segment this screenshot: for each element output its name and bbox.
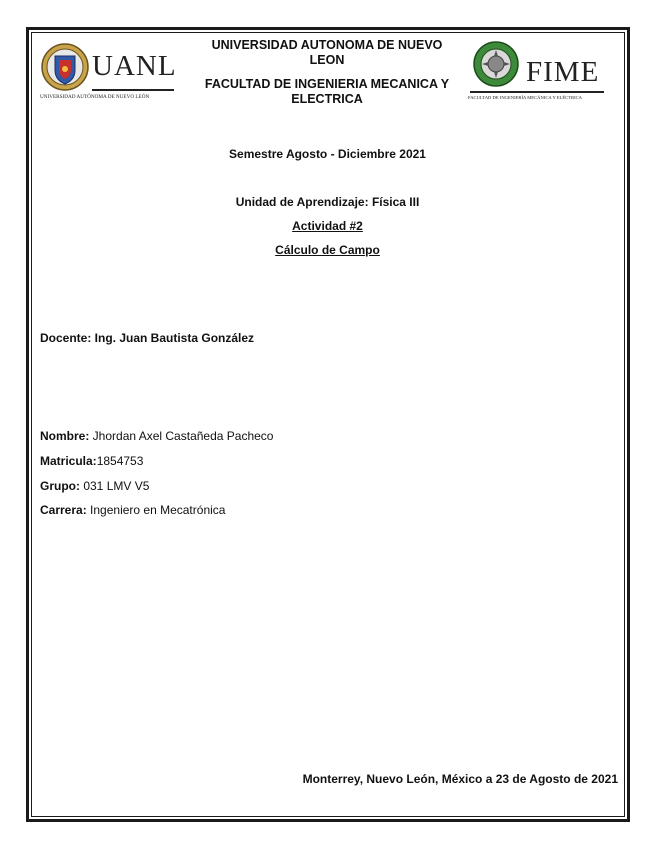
student-id-label: Matricula:: [40, 454, 97, 468]
university-name-line1: UNIVERSIDAD AUTONOMA DE NUEVO: [211, 38, 443, 52]
student-group-value: 031 LMV V5: [80, 479, 150, 493]
uanl-caption: UNIVERSIDAD AUTÓNOMA DE NUEVO LEÓN: [40, 94, 150, 100]
fime-logo: [468, 40, 608, 104]
fime-wordmark: FIME: [526, 56, 600, 88]
student-id-value: 1854753: [96, 454, 144, 468]
topic-title: Cálculo de Campo: [275, 243, 380, 257]
teacher-line: Docente: Ing. Juan Bautista González: [40, 331, 255, 345]
student-group-label: Grupo:: [40, 479, 80, 493]
student-id-line: [40, 454, 143, 468]
institution-header: [188, 38, 466, 107]
faculty-name-line2: ELECTRICA: [291, 92, 363, 106]
uanl-divider: [92, 89, 174, 91]
activity-title: Actividad #2: [292, 219, 363, 233]
semester-line: Semestre Agosto - Diciembre 2021: [229, 147, 426, 161]
course-line: Unidad de Aprendizaje: Física III: [235, 195, 420, 209]
university-name-line2: LEON: [309, 53, 345, 67]
student-name-label: Nombre:: [40, 429, 90, 443]
student-career-line: [40, 503, 225, 517]
place-date-footer: Monterrey, Nuevo León, México a 23 de Agosto de 2021: [302, 772, 618, 786]
uanl-wordmark: UANL: [92, 50, 177, 82]
fime-emblem-icon: [470, 40, 522, 92]
student-group-line: [40, 479, 149, 493]
uanl-shield-icon: [40, 42, 90, 94]
fime-caption: FACULTAD DE INGENIERÍA MECÁNICA Y ELÉCTRICA: [468, 95, 583, 100]
student-name-value: Jhordan Axel Castañeda Pacheco: [89, 429, 274, 443]
fime-divider: [470, 91, 604, 93]
faculty-name-line1: FACULTAD DE INGENIERIA MECANICA Y: [204, 77, 450, 91]
student-name-line: [40, 429, 273, 443]
student-career-label: Carrera:: [40, 503, 87, 517]
student-career-value: Ingeniero en Mecatrónica: [86, 503, 226, 517]
uanl-logo: [40, 42, 180, 104]
